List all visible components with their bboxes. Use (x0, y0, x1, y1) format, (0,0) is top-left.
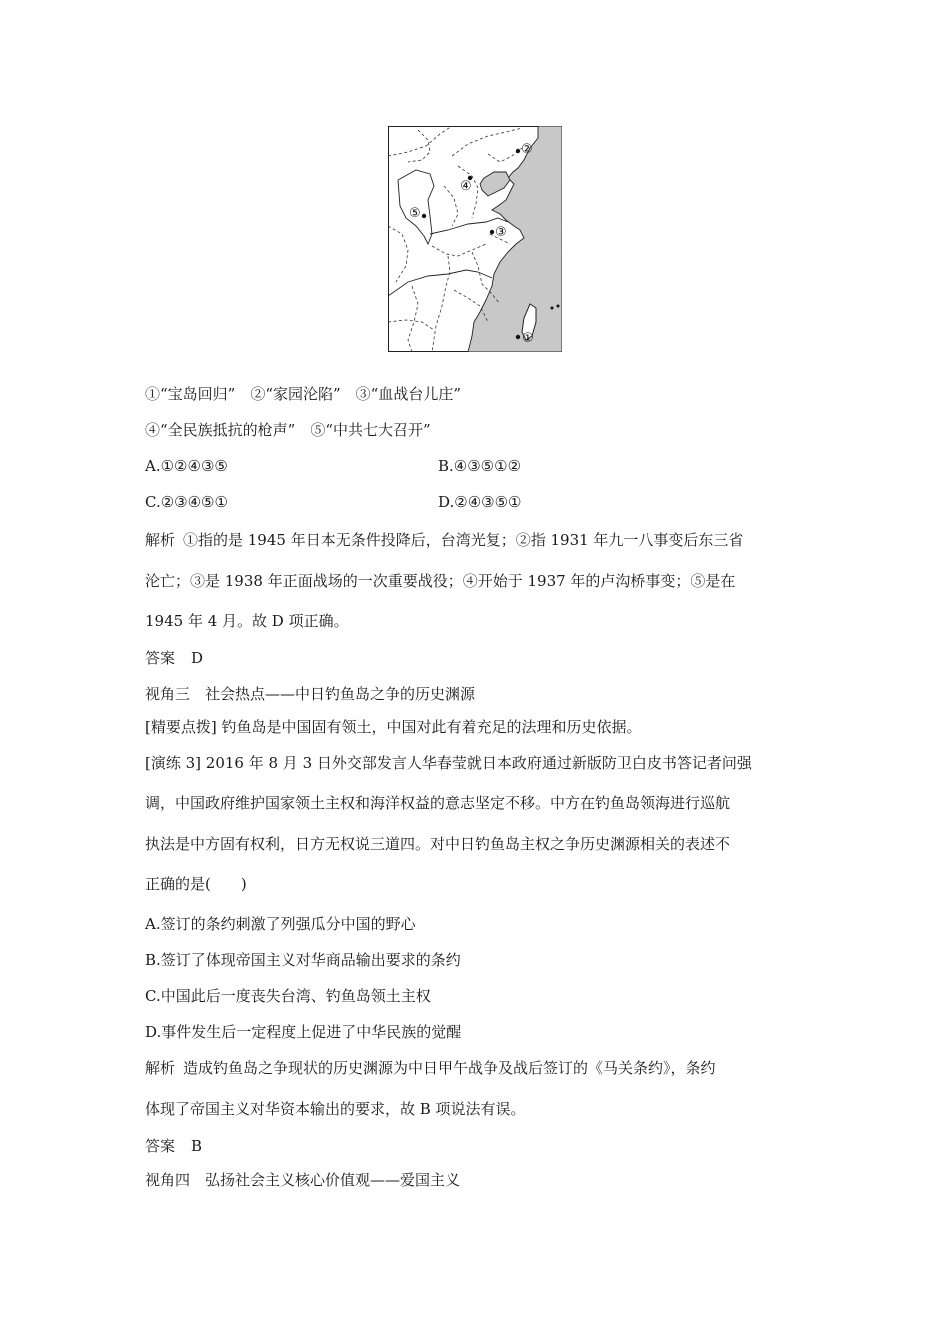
section3-option-a[interactable]: A.签订的条约刺激了列强瓜分中国的野心 (145, 915, 416, 933)
marker-dot-5 (422, 214, 426, 218)
q1-analysis-text-1: ①指的是 1945 年日本无条件投降后，台湾光复；②指 1931 年九一八事变后东三省 (183, 531, 744, 549)
section3-analysis-line-2: 体现了帝国主义对华资本输出的要求，故 B 项说法有误。 (145, 1100, 526, 1118)
marker-label-3: ③ (495, 225, 507, 240)
q1-answer (145, 648, 203, 668)
q1-option-c[interactable]: C.②③④⑤① (145, 493, 228, 511)
q1-option-row-2 (145, 492, 522, 512)
q1-option-b[interactable]: B.④③⑤①② (438, 457, 522, 475)
section3-answer (145, 1136, 202, 1156)
q1-answer-value: D (191, 649, 204, 667)
section3-analysis-label: 解析 (145, 1059, 176, 1077)
q1-option-a[interactable]: A.①②④③⑤ (145, 457, 228, 475)
q1-analysis-line-3: 1945 年 4 月。故 D 项正确。 (145, 612, 349, 630)
section3-answer-label: 答案 (145, 1137, 176, 1155)
section3-question-line-2: 调，中国政府维护国家领土主权和海洋权益的意志坚定不移。中方在钓鱼岛领海进行巡航 (145, 794, 731, 812)
marker-label-2: ② (521, 142, 533, 157)
section3-question-line-3: 执法是中方固有权利，日方无权说三道四。对中日钓鱼岛主权之争历史渊源相关的表述不 (145, 835, 731, 853)
section3-question-line-4: 正确的是( ) (145, 875, 247, 893)
marker-label-4: ④ (460, 179, 472, 194)
marker-dot-2 (516, 149, 520, 153)
q1-option-row-1 (145, 456, 522, 476)
map-svg (388, 126, 562, 352)
island-dot (551, 307, 554, 310)
marker-label-1: ① (522, 331, 534, 346)
q1-answer-label: 答案 (145, 649, 176, 667)
section3-option-b[interactable]: B.签订了体现帝国主义对华商品输出要求的条约 (145, 951, 461, 969)
q1-items-line-1: ①“宝岛回归” ②“家园沦陷” ③“血战台儿庄” (145, 385, 462, 403)
section3-point: [精要点拨] 钓鱼岛是中国固有领土，中国对此有着充足的法理和历史依据。 (145, 718, 642, 736)
q1-analysis-line-2: 沦亡；③是 1938 年正面战场的一次重要战役；④开始于 1937 年的卢沟桥事变；⑤是在 (145, 572, 736, 590)
section3-option-d[interactable]: D.事件发生后一定程度上促进了中华民族的觉醒 (145, 1023, 462, 1041)
island-dot (557, 305, 560, 308)
section3-question-line-1: [演练 3] 2016 年 8 月 3 日外交部发言人华春莹就日本政府通过新版防卫白皮书答记者问强 (145, 754, 752, 772)
marker-label-5: ⑤ (409, 206, 421, 221)
section3-analysis-line-1 (145, 1058, 716, 1078)
section3-answer-value: B (191, 1137, 203, 1155)
section4-title: 视角四 弘扬社会主义核心价值观——爱国主义 (145, 1171, 461, 1189)
section3-title: 视角三 社会热点——中日钓鱼岛之争的历史渊源 (145, 685, 476, 703)
q1-analysis-line-1 (145, 530, 743, 550)
marker-dot-1 (516, 335, 520, 339)
q1-option-d[interactable]: D.②④③⑤① (438, 493, 522, 511)
historical-map (388, 126, 562, 352)
q1-items-line-2: ④“全民族抵抗的枪声” ⑤“中共七大召开” (145, 421, 431, 439)
q1-analysis-label: 解析 (145, 531, 176, 549)
section3-analysis-text-1: 造成钓鱼岛之争现状的历史渊源为中日甲午战争及战后签订的《马关条约》，条约 (183, 1059, 716, 1077)
marker-dot-3 (490, 230, 494, 234)
section3-option-c[interactable]: C.中国此后一度丧失台湾、钓鱼岛领土主权 (145, 987, 431, 1005)
